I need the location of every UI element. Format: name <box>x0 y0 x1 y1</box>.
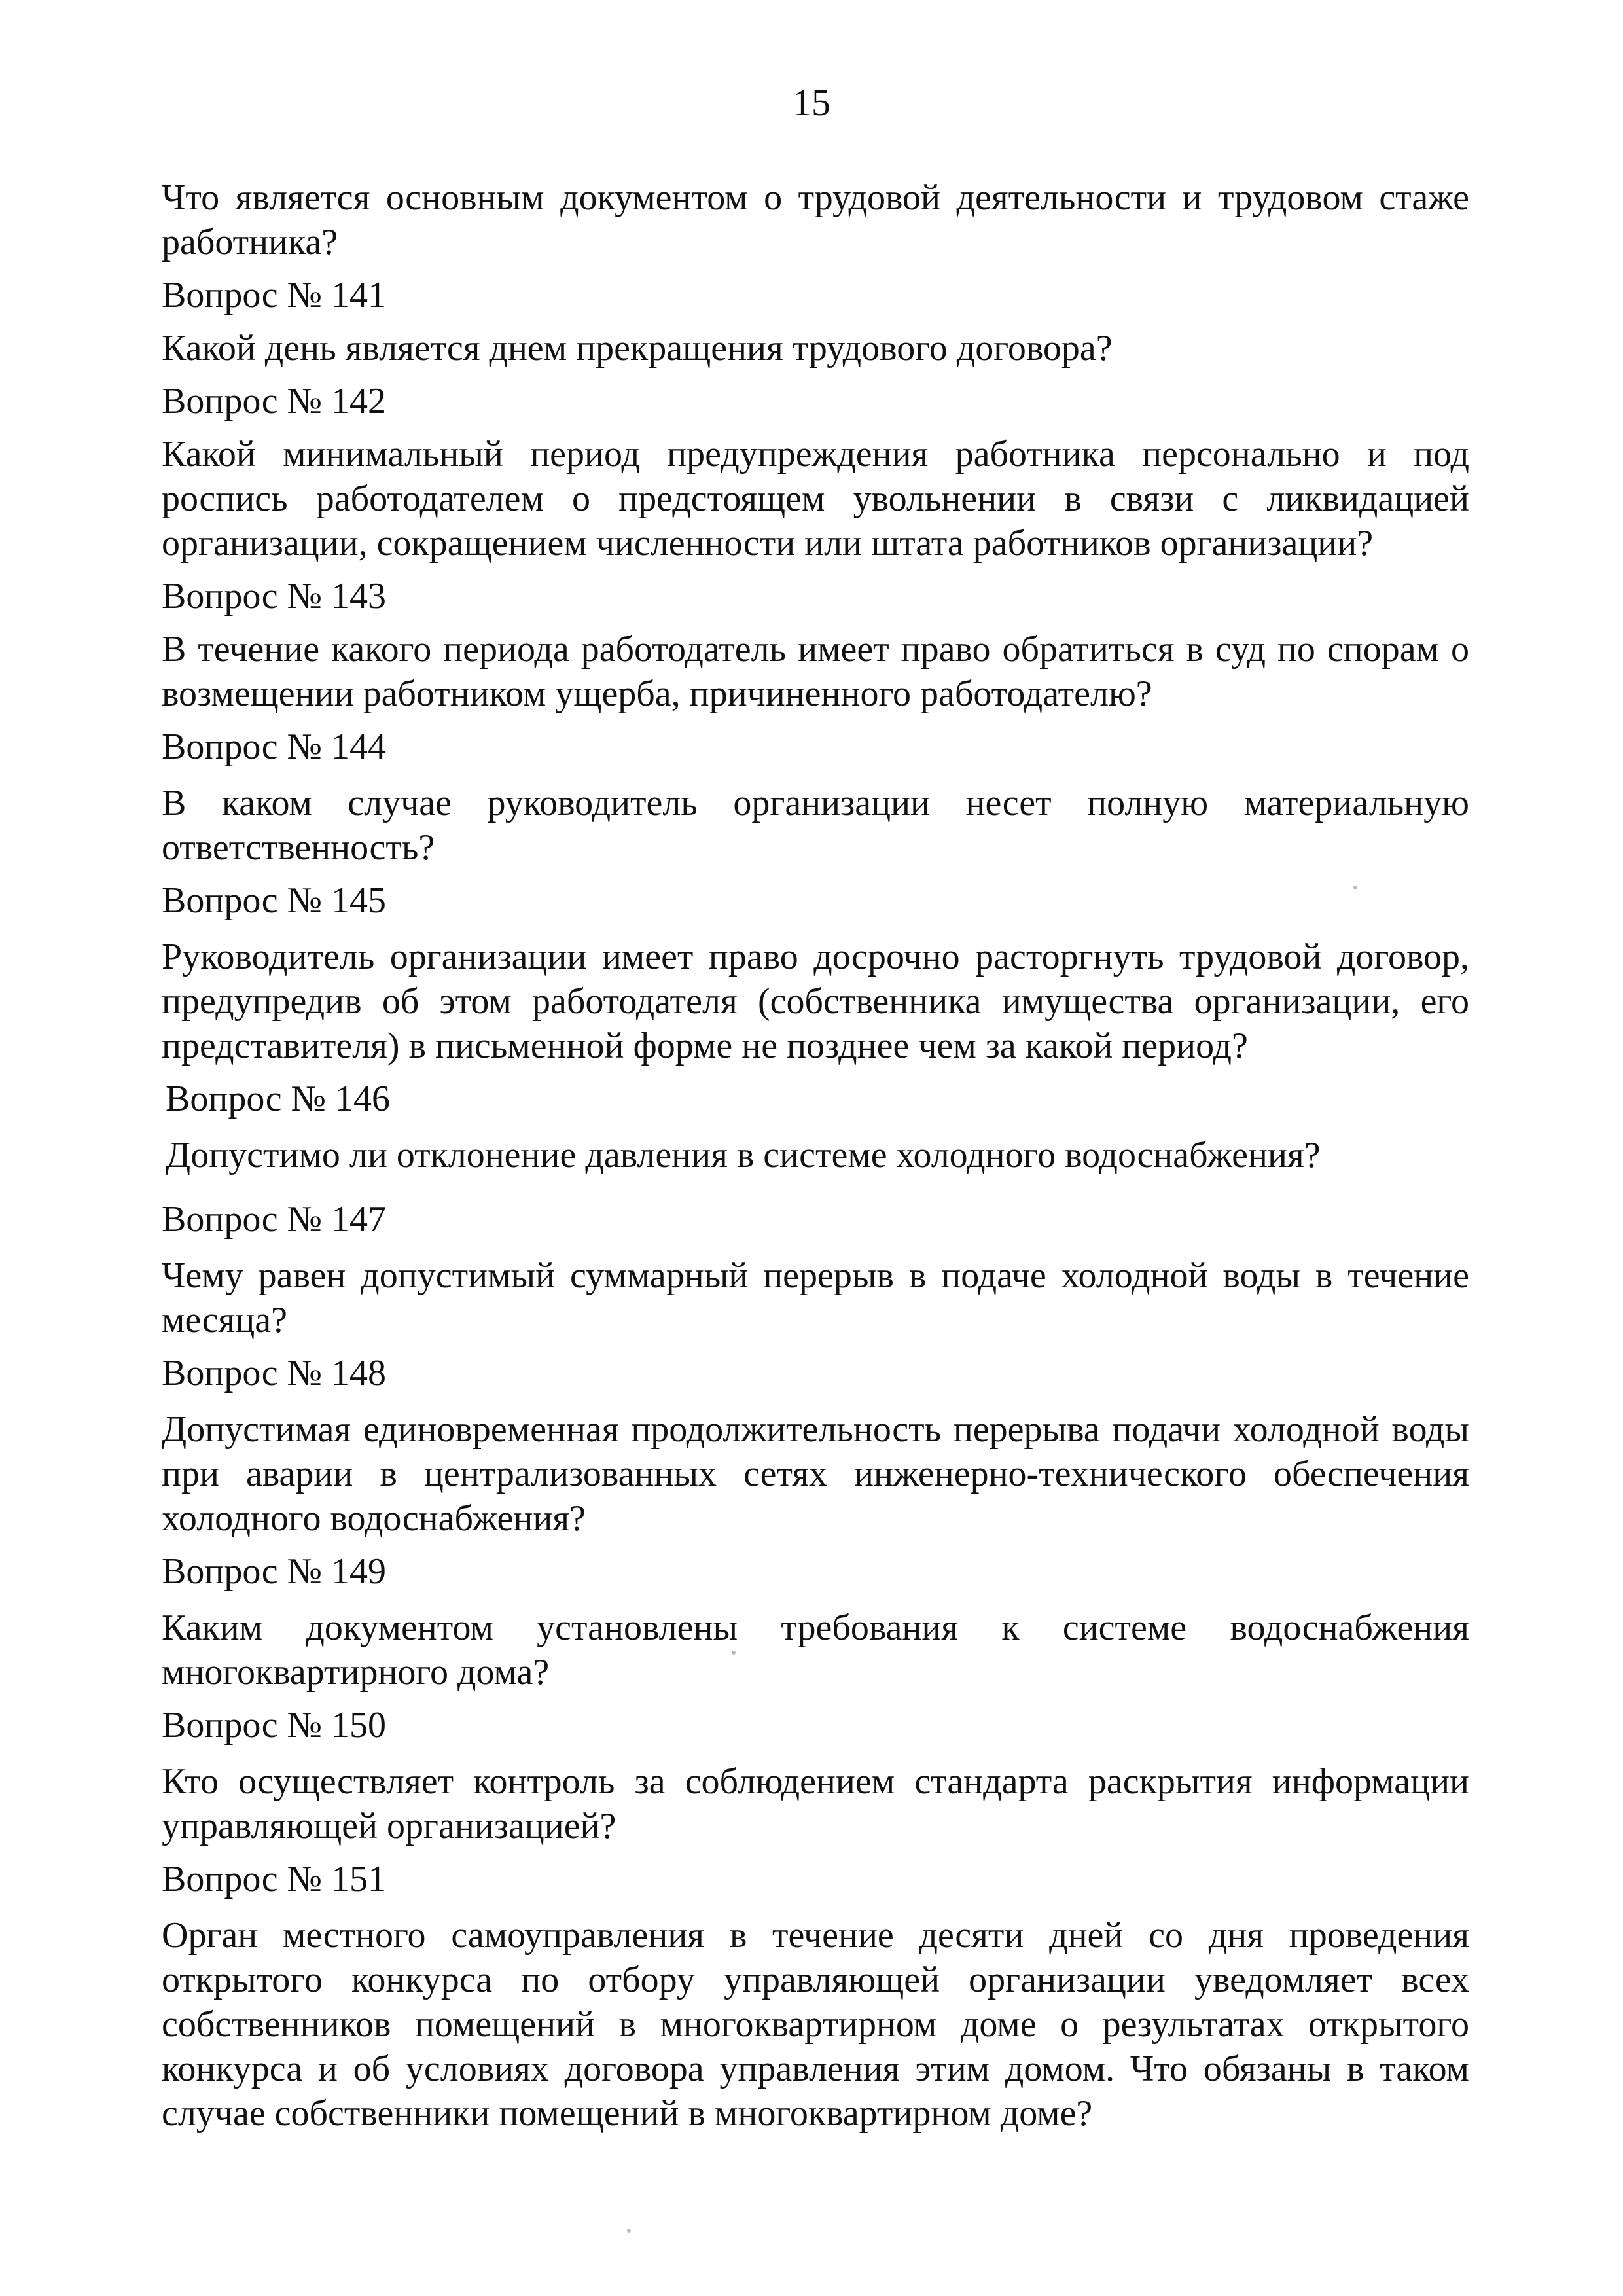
question-list <box>162 175 1469 2136</box>
question-text: Что является основным документом о трудовой деятельности и трудовом стаже работника? <box>162 177 1469 262</box>
question-text: Чему равен допустимый суммарный перерыв в подаче холодной воды в течение месяца? <box>162 1255 1469 1340</box>
question-heading: Вопрос № 149 <box>162 1551 386 1592</box>
question-heading: Вопрос № 142 <box>162 381 386 422</box>
question-heading: Вопрос № 146 <box>166 1079 390 1119</box>
page-number: 15 <box>793 81 830 124</box>
question-text: Орган местного самоуправления в течение десяти дней со дня проведения открытого конкурса по отбору управляющей организации уведомляет всех собственников помещений в многоквартирном доме о результатах открытого конкурса и об условиях договора управления этим домом. Что обязаны в таком случае собственники помещений в многоквартирном доме? <box>162 1915 1469 2134</box>
question-text: Допустимо ли отклонение давления в системе холодного водоснабжения? <box>166 1135 1321 1175</box>
question-heading: Вопрос № 145 <box>162 880 386 921</box>
question-heading: Вопрос № 147 <box>162 1199 386 1240</box>
question-heading: Вопрос № 150 <box>162 1705 386 1746</box>
question-text: В каком случае руководитель организации несет полную материальную ответственность? <box>162 783 1469 868</box>
question-text: Каким документом установлены требования к системе водоснабжения многоквартирного дома? <box>162 1607 1469 1693</box>
question-heading: Вопрос № 148 <box>162 1353 386 1393</box>
question-text: В течение какого периода работодатель имеет право обратиться в суд по спорам о возмещении работником ущерба, причиненного работодателю? <box>162 629 1469 714</box>
question-text: Кто осуществляет контроль за соблюдением стандарта раскрытия информации управляющей организацией? <box>162 1761 1469 1846</box>
question-heading: Вопрос № 151 <box>162 1859 386 1899</box>
question-text: Руководитель организации имеет право досрочно расторгнуть трудовой договор, предупредив об этом работодателя (собственника имущества организации, его представителя) в письменной форме не позднее чем за какой период? <box>162 937 1469 1066</box>
question-heading: Вопрос № 144 <box>162 726 386 767</box>
question-heading: Вопрос № 141 <box>162 275 386 315</box>
question-text: Какой минимальный период предупреждения работника персонально и под роспись работодателем о предстоящем увольнении в связи с ликвидацией организации, сокращением численности или штата работников организации? <box>162 434 1469 564</box>
scan-speck <box>1353 886 1357 889</box>
question-text: Какой день является днем прекращения трудового договора? <box>162 328 1113 368</box>
scan-speck <box>627 2229 631 2233</box>
question-heading: Вопрос № 143 <box>162 576 386 617</box>
scan-speck <box>732 1651 736 1655</box>
question-text: Допустимая единовременная продолжительность перерыва подачи холодной воды при аварии в централизованных сетях инженерно-технического обеспечения холодного водоснабжения? <box>162 1409 1469 1539</box>
